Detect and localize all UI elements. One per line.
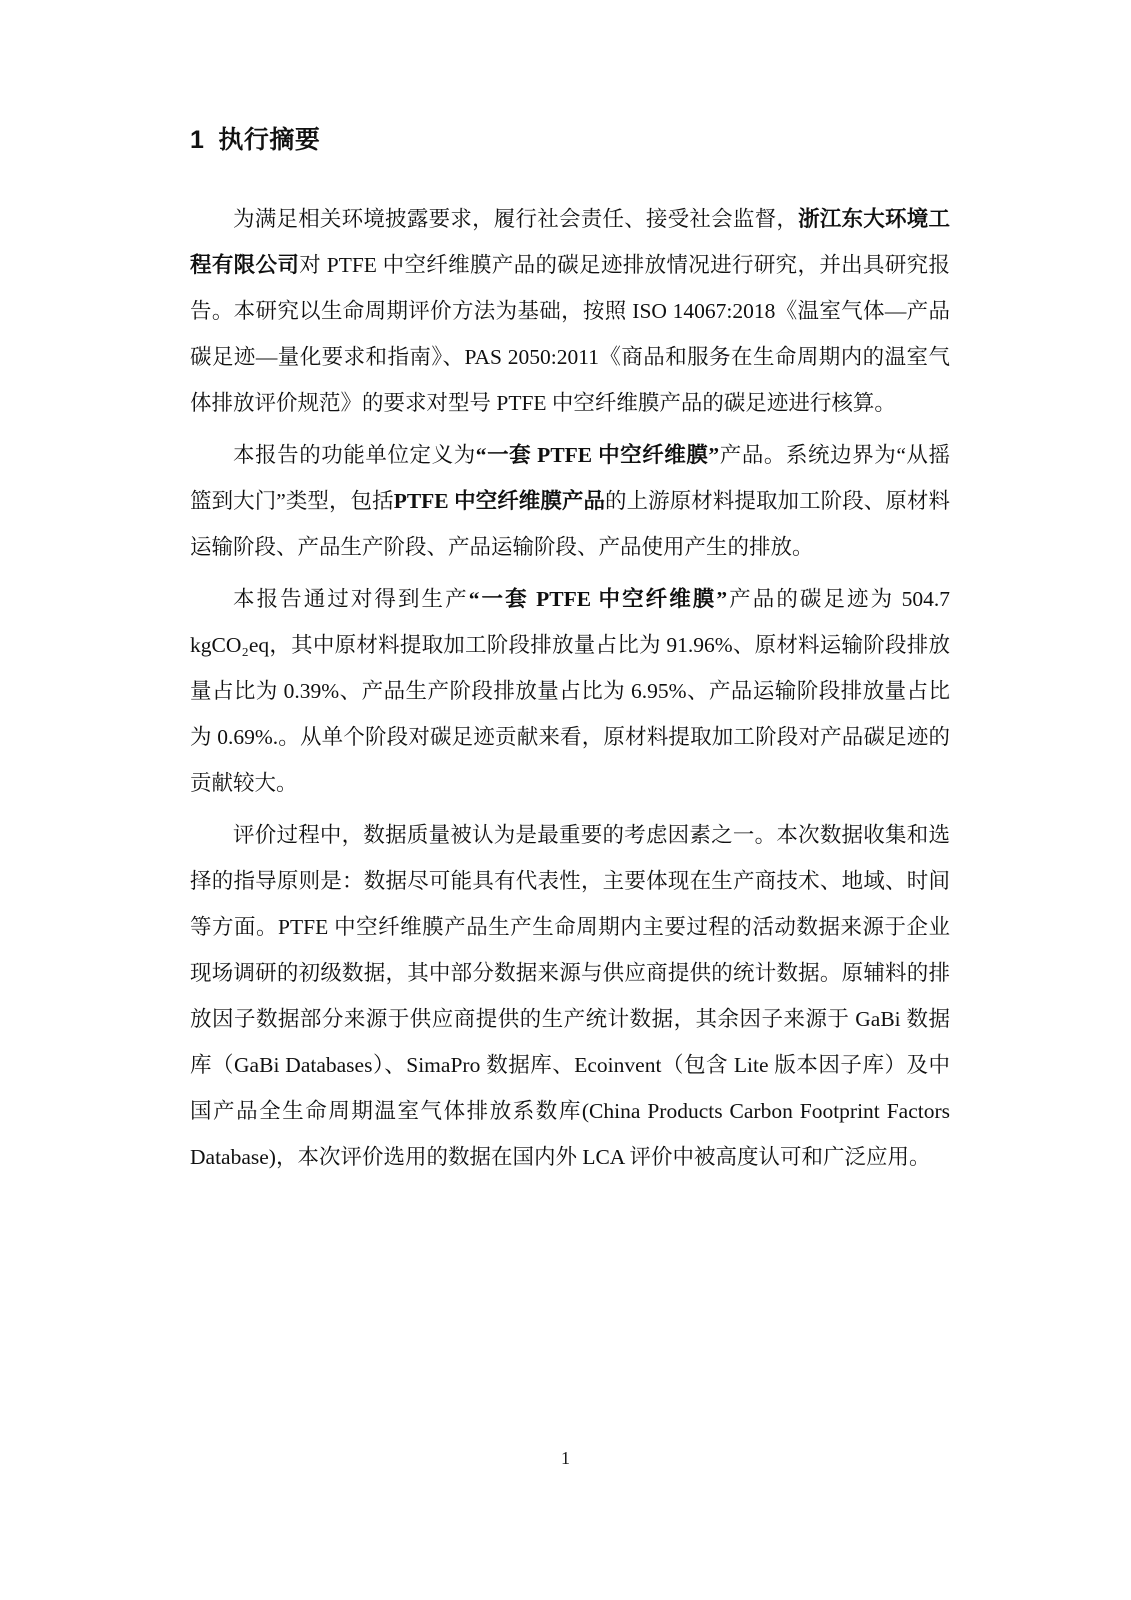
body-text: 本报告通过对得到生产 — [233, 587, 469, 611]
paragraph-3 — [190, 576, 950, 806]
emphasis-text: “一套 PTFE 中空纤维膜” — [468, 587, 728, 611]
body-text: 评价过程中，数据质量被认为是最重要的考虑因素之一。本次数据收集和选择的指导原则是：数据尽可能具有代表性，主要体现在生产商技术、地域、时间等方面。PTFE 中空纤维膜产品生产生命周期内主要过程的活动数据来源于企业现场调研的初级数据，其中部分数据来源与供应商提供的统计数据。原辅料的排放因子数据部分来源于供应商提供的生产统计数据，其余因子来源于 GaBi 数据库（GaBi Databases）、SimaPro 数据库、Ecoinvent（包含 Lite 版本因子库）及中国产品全生命周期温室气体排放系数库(China Products Carbon Footprint Factors Database)，本次评价选用的数据在国内外 LCA 评价中被高度认可和广泛应用。 — [190, 823, 950, 1169]
page-content — [190, 120, 950, 1186]
paragraph-1 — [190, 196, 950, 426]
paragraph-2 — [190, 432, 950, 570]
emphasis-text: PTFE 中空纤维膜产品 — [393, 489, 606, 513]
body-text: 产品。系统边界为“从摇篮到大门”类型，包括 — [190, 443, 950, 513]
heading-text: 执行摘要 — [218, 126, 321, 154]
body-text: 的上游原材料提取加工阶段、原材料运输阶段、产品生产阶段、产品运输阶段、产品使用产生的排放。 — [190, 489, 950, 559]
heading-number: 1 — [190, 126, 205, 154]
emphasis-text: “一套 PTFE 中空纤维膜” — [475, 443, 720, 467]
page-title — [190, 120, 950, 156]
emphasis-text: 浙江东大环境工程有限公司 — [190, 207, 950, 277]
body-text: 为满足相关环境披露要求，履行社会责任、接受社会监督， — [233, 207, 799, 231]
body-text: 本报告的功能单位定义为 — [233, 443, 476, 467]
paragraph-4 — [190, 812, 950, 1180]
body-text: 产品的碳足迹为 504.7 kgCO₂eq，其中原材料提取加工阶段排放量占比为 91.96%、原材料运输阶段排放量占比为 0.39%、产品生产阶段排放量占比为 6.95%、产品运输阶段排放量占比为 0.69%.。从单个阶段对碳足迹贡献来看，原材料提取加工阶段对产品碳足迹的贡献较大。 — [190, 587, 950, 795]
body-text: 对 PTFE 中空纤维膜产品的碳足迹排放情况进行研究，并出具研究报告。本研究以生命周期评价方法为基础，按照 ISO 14067:2018《温室气体—产品碳足迹—量化要求和指南》、PAS 2050:2011《商品和服务在生命周期内的温室气体排放评价规范》的要求对型号 PTFE 中空纤维膜产品的碳足迹进行核算。 — [190, 253, 950, 415]
page-number: 1 — [561, 1448, 570, 1468]
